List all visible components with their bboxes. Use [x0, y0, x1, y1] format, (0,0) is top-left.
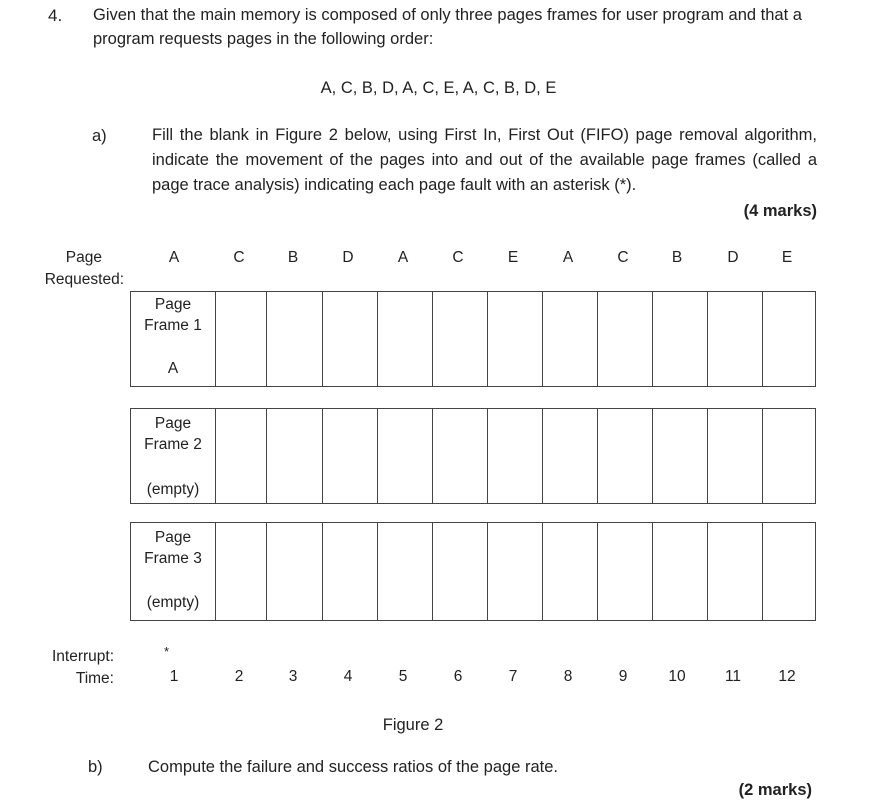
frame-2-cell-divider — [707, 409, 708, 503]
page-request-8: A — [562, 249, 574, 266]
page-frame-1 — [130, 291, 816, 387]
frame-3-cell-divider — [266, 523, 267, 620]
question-number: 4. — [48, 6, 63, 25]
time-4: 4 — [343, 668, 353, 685]
page-frame-2-label-line2: Frame 2 — [144, 436, 202, 453]
frame-3-cell-divider — [707, 523, 708, 620]
frame-2-cell-divider — [377, 409, 378, 503]
frame-1-cell-divider — [707, 292, 708, 386]
time-2: 2 — [234, 668, 244, 685]
page-frame-3-label-line1: Page — [154, 529, 192, 546]
frame-3-cell-divider — [487, 523, 488, 620]
page-request-1: A — [168, 249, 180, 266]
frame-3-cell-divider — [377, 523, 378, 620]
part-a-label: a) — [92, 127, 107, 145]
page-frame-3-initial: (empty) — [146, 594, 200, 611]
frame-3-cell-divider — [432, 523, 433, 620]
frame-1-cell-divider — [597, 292, 598, 386]
page-request-5: A — [397, 249, 409, 266]
frame-1-cell-divider — [652, 292, 653, 386]
page-frame-1-label-line1: Page — [154, 296, 192, 313]
frame-3-cell-divider — [597, 523, 598, 620]
frame-1-cell-divider — [266, 292, 267, 386]
time-label: Time: — [75, 670, 114, 687]
frame-2-cell-divider — [266, 409, 267, 503]
part-b-label: b) — [88, 758, 103, 776]
time-10: 10 — [668, 668, 686, 685]
page-frame-2 — [130, 408, 816, 504]
page-request-6: C — [452, 249, 464, 266]
part-a-text: Fill the blank in Figure 2 below, using First In, First Out (FIFO) page removal algorithm, indicate the movement of the pages into and out of the available page frames (called a page trace analysis) indicating each page fault with an asterisk (*). — [152, 126, 817, 194]
frame-3-cell-divider — [652, 523, 653, 620]
frame-2-cell-divider — [542, 409, 543, 503]
page-request-4: D — [342, 249, 354, 266]
frame-1-cell-divider — [542, 292, 543, 386]
time-5: 5 — [398, 668, 408, 685]
page-requested-label-line2: Requested: — [44, 271, 124, 288]
frame-2-cell-divider — [487, 409, 488, 503]
part-b-text: Compute the failure and success ratios of the page rate. — [148, 758, 558, 776]
page-request-12: E — [781, 249, 793, 266]
frame-1-cell-divider — [215, 292, 216, 386]
page-requested-label — [32, 247, 124, 291]
page-requested-label-line1: Page — [65, 249, 102, 266]
time-1: 1 — [169, 668, 179, 685]
page-request-9: C — [617, 249, 629, 266]
page-frame-1-initial: A — [167, 360, 179, 377]
frame-3-cell-divider — [215, 523, 216, 620]
page-frame-1-label-line2: Frame 1 — [144, 317, 202, 334]
time-9: 9 — [618, 668, 628, 685]
page-request-sequence: A, C, B, D, A, C, E, A, C, B, D, E — [320, 79, 557, 97]
page-frame-2-initial: (empty) — [146, 481, 200, 498]
frame-2-cell-divider — [652, 409, 653, 503]
time-12: 12 — [778, 668, 796, 685]
question-text: Given that the main memory is composed of only three pages frames for user program and that a program requests pages in the following order: — [93, 6, 802, 48]
page-frame-1-label — [131, 294, 215, 336]
page-request-11: D — [727, 249, 739, 266]
time-7: 7 — [508, 668, 518, 685]
page-request-3: B — [287, 249, 299, 266]
frame-2-cell-divider — [432, 409, 433, 503]
frame-3-cell-divider — [322, 523, 323, 620]
frame-1-cell-divider — [762, 292, 763, 386]
part-a-marks: (4 marks) — [743, 202, 817, 220]
page-request-7: E — [507, 249, 519, 266]
frame-2-cell-divider — [322, 409, 323, 503]
frame-1-cell-divider — [322, 292, 323, 386]
page-frame-3 — [130, 522, 816, 621]
time-11: 11 — [724, 668, 742, 685]
frame-2-cell-divider — [215, 409, 216, 503]
interrupt-asterisk: * — [164, 644, 170, 659]
frame-1-cell-divider — [432, 292, 433, 386]
frame-2-cell-divider — [762, 409, 763, 503]
frame-1-cell-divider — [487, 292, 488, 386]
frame-3-cell-divider — [542, 523, 543, 620]
time-8: 8 — [563, 668, 573, 685]
figure-caption: Figure 2 — [382, 716, 444, 734]
frame-3-cell-divider — [762, 523, 763, 620]
time-3: 3 — [288, 668, 298, 685]
page-request-2: C — [233, 249, 245, 266]
part-b-marks: (2 marks) — [738, 781, 812, 799]
page-frame-3-label — [131, 527, 215, 569]
page-frame-3-label-line2: Frame 3 — [144, 550, 202, 567]
time-6: 6 — [453, 668, 463, 685]
page-request-10: B — [671, 249, 683, 266]
frame-1-cell-divider — [377, 292, 378, 386]
frame-2-cell-divider — [597, 409, 598, 503]
page-frame-2-label-line1: Page — [154, 415, 192, 432]
interrupt-label: Interrupt: — [51, 648, 114, 665]
page-frame-2-label — [131, 413, 215, 455]
